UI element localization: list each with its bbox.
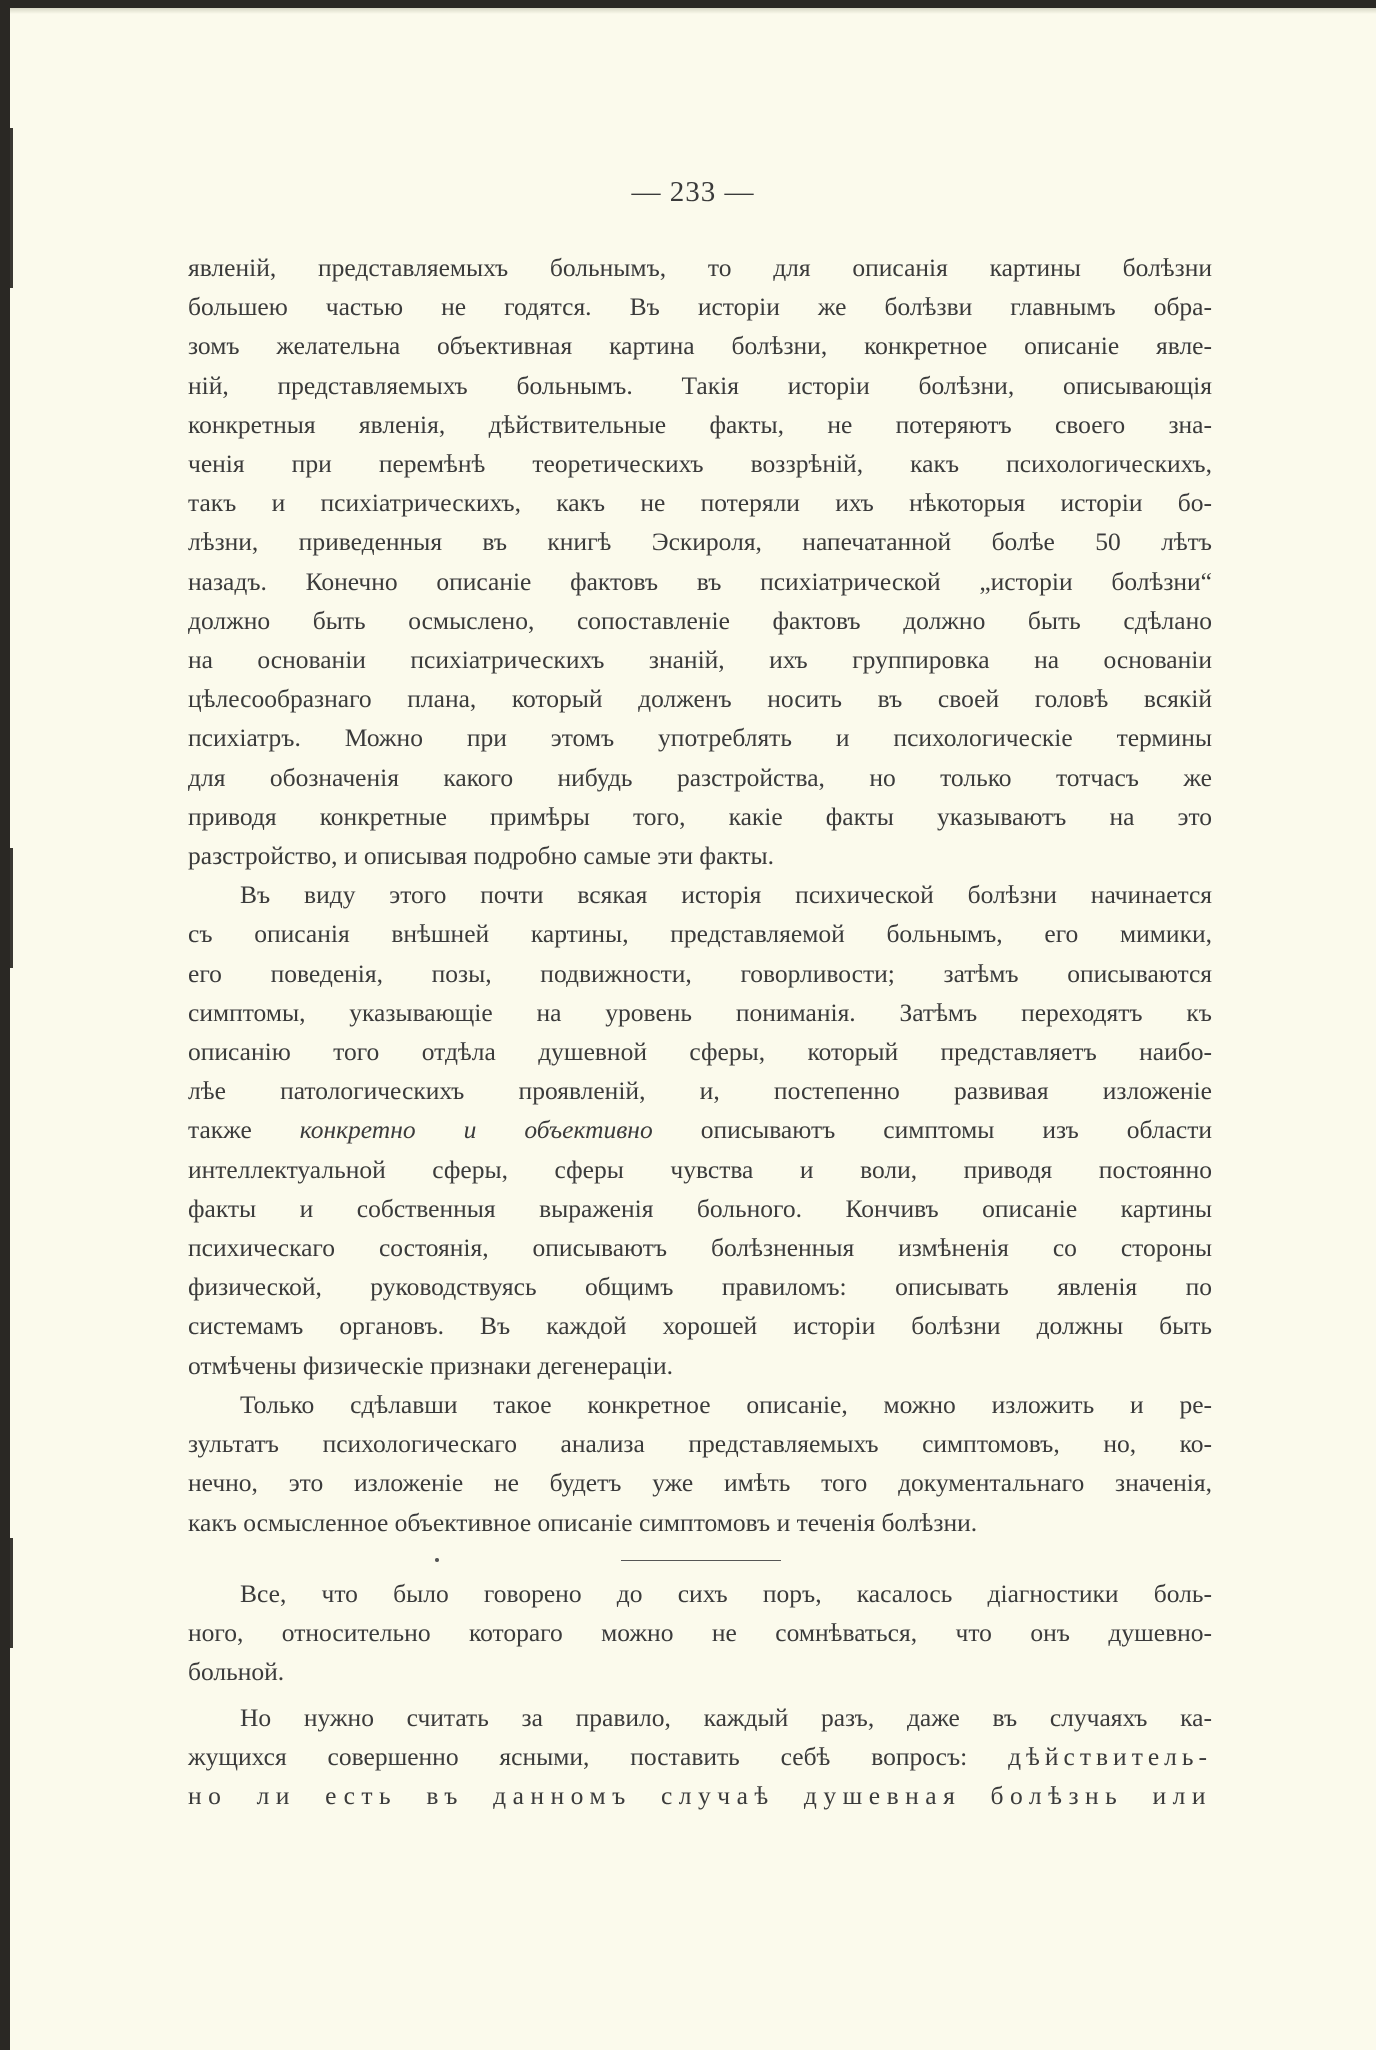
page-edge-shadow bbox=[10, 1538, 13, 1648]
text-line: системамъ органовъ. Въ каждой хорошей исторіи болѣзни должны быть bbox=[188, 1311, 1212, 1341]
text-line: больной. bbox=[188, 1657, 285, 1687]
text-line: Только сдѣлавши такое конкретное описаніе, можно изложить и ре- bbox=[240, 1389, 1212, 1419]
text-line: психіатръ. Можно при этомъ употреблять и психологическіе термины bbox=[188, 723, 1212, 753]
text-segment: жущихся совершенно ясными, поставить себѣ вопросъ: bbox=[188, 1741, 968, 1771]
text-line: должно быть осмыслено, сопоставленіе фактовъ должно быть сдѣлано bbox=[188, 605, 1212, 635]
book-page bbox=[10, 8, 1376, 2050]
spaced-emphasis: дѣйствитель- bbox=[1008, 1741, 1213, 1771]
text-line: явленій, представляемыхъ больнымъ, то для описанія картины болѣзни bbox=[188, 253, 1212, 282]
text-line: зомъ желательна объективная картина болѣзни, конкретное описаніе явле- bbox=[188, 331, 1212, 361]
text-line: ченія при перемѣнѣ теоретическихъ воззрѣній, какъ психологическихъ, bbox=[188, 449, 1212, 479]
text-segment: описываютъ симптомы изъ области bbox=[700, 1115, 1213, 1145]
text-line: Все, что было говорено до сихъ поръ, касалось діагностики боль- bbox=[240, 1579, 1212, 1608]
text-line: такъ и психіатрическихъ, какъ не потеряли ихъ нѣкоторыя исторіи бо- bbox=[188, 488, 1212, 518]
text-line: приводя конкретные примѣры того, какіе факты указываютъ на это bbox=[188, 801, 1212, 831]
text-line: лѣе патологическихъ проявленій, и, постепенно развивая изложеніе bbox=[188, 1076, 1212, 1106]
text-line bbox=[188, 1110, 1212, 1149]
text-line: Въ виду этого почти всякая исторія психической болѣзни начинается bbox=[240, 880, 1212, 910]
text-line: физической, руководствуясь общимъ правиломъ: описывать явленія по bbox=[188, 1272, 1212, 1302]
italic-emphasis: конкретно и объективно bbox=[299, 1115, 653, 1145]
text-line: конкретныя явленія, дѣйствительные факты, не потеряютъ своего зна- bbox=[188, 409, 1212, 439]
page-number: — 233 — bbox=[631, 176, 755, 208]
text-line: нечно, это изложеніе не будетъ уже имѣть того документальнаго значенія, bbox=[188, 1468, 1212, 1498]
text-line: Но нужно считать за правило, каждый разъ, даже въ случаяхъ ка- bbox=[240, 1702, 1212, 1732]
text-line: но ли есть въ данномъ случаѣ душевная болѣзнь или bbox=[188, 1781, 1212, 1811]
paragraph-5 bbox=[188, 1698, 1212, 1816]
paragraph-3 bbox=[188, 1385, 1212, 1542]
ink-speck bbox=[435, 1558, 439, 1562]
paragraph-4 bbox=[188, 1574, 1212, 1692]
text-line: психическаго состоянія, описываютъ болѣзненныя измѣненія со стороны bbox=[188, 1233, 1212, 1263]
text-line: зультатъ психологическаго анализа представляемыхъ симптомовъ, но, ко- bbox=[188, 1429, 1212, 1459]
text-line: факты и собственныя выраженія больного. Кончивъ описаніе картины bbox=[188, 1193, 1212, 1223]
text-line: назадъ. Конечно описаніе фактовъ въ психіатрической „исторіи болѣзни“ bbox=[188, 566, 1212, 596]
text-line: описанію того отдѣла душевной сферы, который представляетъ наибо- bbox=[188, 1037, 1212, 1067]
text-line: лѣзни, приведенныя въ книгѣ Эскироля, напечатанной болѣе 50 лѣтъ bbox=[188, 527, 1212, 557]
text-line: его поведенія, позы, подвижности, говорливости; затѣмъ описываются bbox=[188, 958, 1212, 988]
text-line bbox=[188, 1737, 1212, 1776]
text-line: ного, относительно котораго можно не сомнѣваться, что онъ душевно- bbox=[188, 1618, 1212, 1648]
text-line: для обозначенія какого нибудь разстройства, но только тотчасъ же bbox=[188, 762, 1212, 792]
page-edge-shadow bbox=[10, 848, 13, 968]
text-line: цѣлесообразнаго плана, который долженъ носить въ своей головѣ всякій bbox=[188, 684, 1212, 714]
text-line: интеллектуальной сферы, сферы чувства и воли, приводя постоянно bbox=[188, 1154, 1212, 1184]
text-block-upper bbox=[188, 248, 1212, 1542]
text-line: симптомы, указывающіе на уровень пониманія. Затѣмъ переходятъ къ bbox=[188, 997, 1212, 1027]
paragraph-2 bbox=[188, 875, 1212, 1385]
text-line: на основаніи психіатрическихъ знаній, ихъ группировка на основаніи bbox=[188, 645, 1212, 675]
text-segment: также bbox=[188, 1115, 252, 1145]
text-line: разстройство, и описывая подробно самые эти факты. bbox=[188, 841, 774, 871]
text-line: отмѣчены физическіе признаки дегенераціи. bbox=[188, 1350, 673, 1380]
text-line: какъ осмысленное объективное описаніе симптомовъ и теченія болѣзни. bbox=[188, 1507, 978, 1537]
paragraph-1 bbox=[188, 248, 1212, 875]
text-line: съ описанія внѣшней картины, представляемой больнымъ, его мимики, bbox=[188, 919, 1212, 949]
text-line: ній, представляемыхъ больнымъ. Такія исторіи болѣзни, описывающія bbox=[188, 370, 1212, 400]
text-line: большею частью не годятся. Въ исторіи же болѣзви главнымъ обра- bbox=[188, 292, 1212, 322]
section-divider bbox=[621, 1560, 781, 1561]
text-block-lower bbox=[188, 1574, 1212, 1815]
